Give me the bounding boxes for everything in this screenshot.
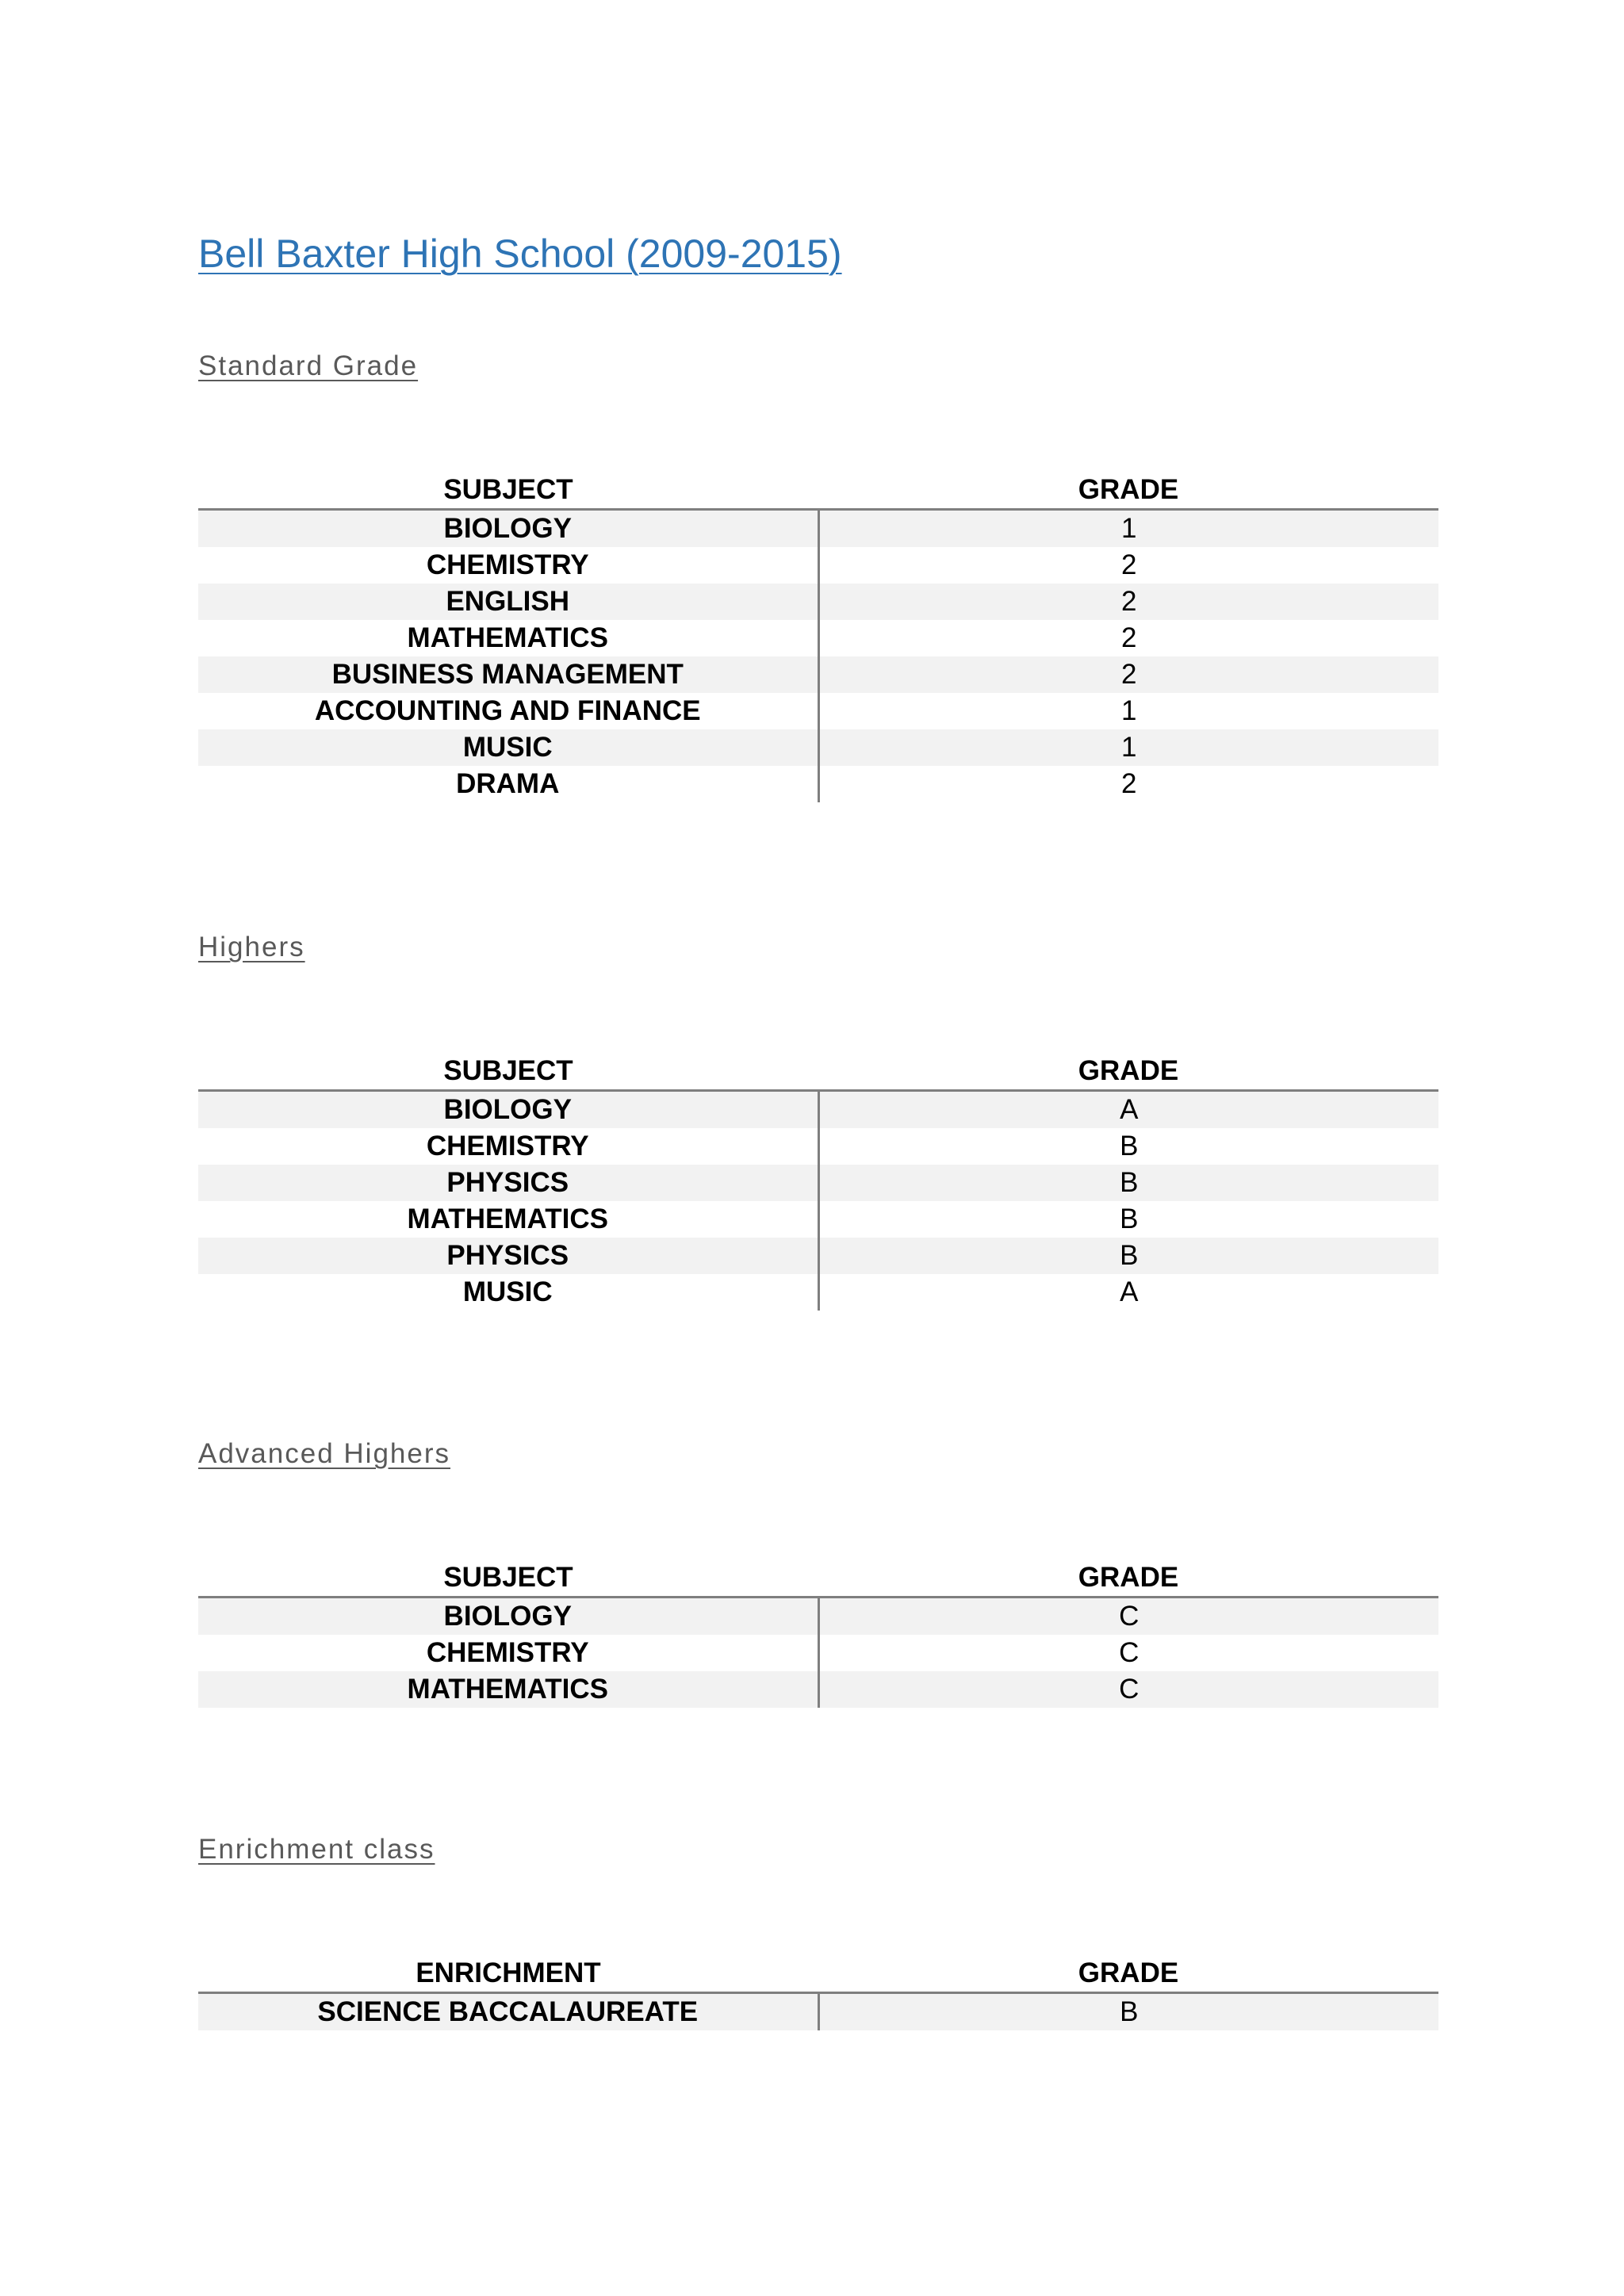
table-row [198,729,1438,766]
column-header-subject: SUBJECT [198,1559,818,1598]
grade-cell: 1 [818,510,1438,548]
table-header-row [198,1955,1438,1993]
grade-cell: C [818,1598,1438,1636]
grade-cell: A [818,1274,1438,1311]
table-row [198,656,1438,693]
enrichment-table [198,1955,1438,2030]
subject-cell: SCIENCE BACCALAUREATE [198,1993,818,2031]
subject-cell: PHYSICS [198,1165,818,1201]
subject-cell: PHYSICS [198,1238,818,1274]
section-heading-advanced-highers: Advanced Highers [198,1438,450,1469]
column-header-subject: SUBJECT [198,472,818,510]
table-row [198,1635,1438,1671]
grade-cell: B [818,1165,1438,1201]
document-title[interactable]: Bell Baxter High School (2009-2015) [198,232,842,276]
column-header-subject: SUBJECT [198,1053,818,1091]
column-header-grade: GRADE [818,1053,1438,1091]
table-row [198,547,1438,584]
subject-cell: MATHEMATICS [198,620,818,656]
grade-cell: 2 [818,547,1438,584]
table-header-row [198,1053,1438,1091]
subject-cell: ENGLISH [198,584,818,620]
table-row [198,1598,1438,1636]
column-header-grade: GRADE [818,1955,1438,1993]
table-row [198,766,1438,802]
subject-cell: DRAMA [198,766,818,802]
subject-cell: BIOLOGY [198,1091,818,1129]
table-header-row [198,1559,1438,1598]
table-row [198,1274,1438,1311]
section-heading-standard-grade: Standard Grade [198,350,419,381]
advanced-highers-table [198,1559,1438,1708]
grade-cell: B [818,1201,1438,1238]
column-header-enrichment: ENRICHMENT [198,1955,818,1993]
grade-cell: 1 [818,729,1438,766]
subject-cell: MATHEMATICS [198,1671,818,1708]
subject-cell: MUSIC [198,1274,818,1311]
subject-cell: BIOLOGY [198,510,818,548]
subject-cell: MUSIC [198,729,818,766]
grade-cell: 2 [818,620,1438,656]
table-row [198,1128,1438,1165]
table-row [198,510,1438,548]
standard-grade-table [198,472,1438,802]
subject-cell: CHEMISTRY [198,1635,818,1671]
grade-cell: 1 [818,693,1438,729]
section-heading-highers: Highers [198,932,305,962]
highers-table [198,1053,1438,1311]
subject-cell: BUSINESS MANAGEMENT [198,656,818,693]
table-header-row [198,472,1438,510]
grade-cell: B [818,1238,1438,1274]
subject-cell: MATHEMATICS [198,1201,818,1238]
table-row [198,1091,1438,1129]
subject-cell: CHEMISTRY [198,1128,818,1165]
table-row [198,1165,1438,1201]
grade-cell: C [818,1635,1438,1671]
grade-cell: 2 [818,584,1438,620]
table-row [198,1993,1438,2031]
table-row [198,693,1438,729]
subject-cell: CHEMISTRY [198,547,818,584]
grade-cell: 2 [818,766,1438,802]
grade-cell: 2 [818,656,1438,693]
column-header-grade: GRADE [818,1559,1438,1598]
column-header-grade: GRADE [818,472,1438,510]
table-row [198,1238,1438,1274]
grade-cell: B [818,1993,1438,2031]
grade-cell: C [818,1671,1438,1708]
grade-cell: B [818,1128,1438,1165]
subject-cell: ACCOUNTING AND FINANCE [198,693,818,729]
section-heading-enrichment-class: Enrichment class [198,1834,435,1865]
subject-cell: BIOLOGY [198,1598,818,1636]
table-row [198,1671,1438,1708]
grade-cell: A [818,1091,1438,1129]
table-row [198,1201,1438,1238]
table-row [198,620,1438,656]
table-row [198,584,1438,620]
